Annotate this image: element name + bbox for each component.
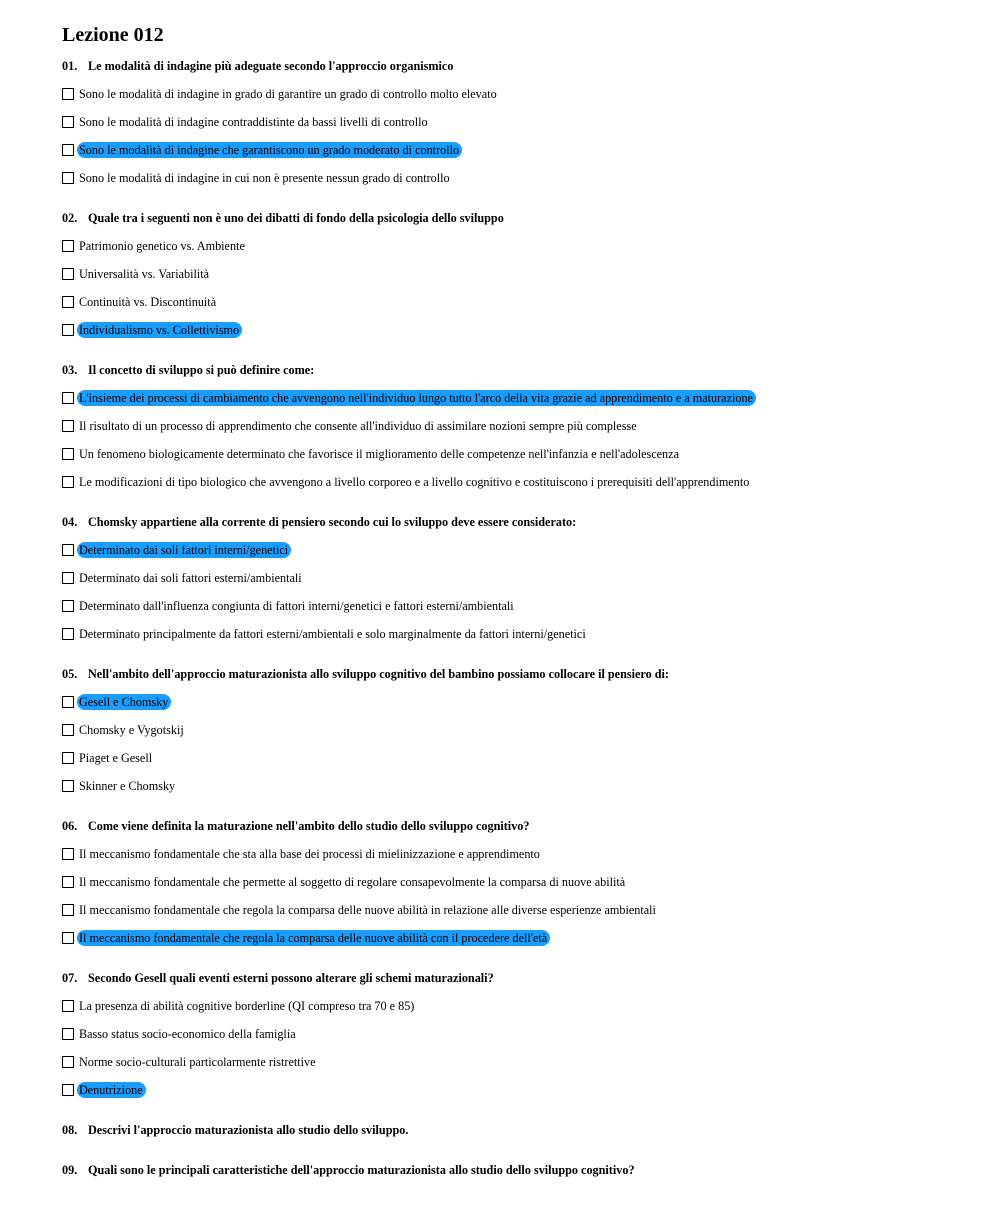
question-block	[62, 818, 962, 946]
answer-checkbox[interactable]	[62, 1056, 74, 1068]
answer-checkbox[interactable]	[62, 696, 74, 708]
answer-checkbox[interactable]	[62, 752, 74, 764]
question-text: Come viene definita la maturazione nell'ambito dello studio dello sviluppo cognitivo?	[88, 819, 530, 833]
answer-checkbox[interactable]	[62, 144, 74, 156]
question-block	[62, 1162, 962, 1178]
question-heading	[62, 970, 962, 986]
question-block	[62, 210, 962, 338]
answer-text: Sono le modalità di indagine contraddistinte da bassi livelli di controllo	[79, 115, 428, 129]
question-number: 08.	[62, 1123, 78, 1137]
questions-list	[62, 58, 962, 1178]
answer-text: Patrimonio genetico vs. Ambiente	[79, 239, 245, 253]
answer-option[interactable]	[62, 238, 962, 254]
question-heading	[62, 666, 962, 682]
answer-text: Il meccanismo fondamentale che sta alla base dei processi di mielinizzazione e apprendimento	[79, 847, 540, 861]
answer-checkbox[interactable]	[62, 448, 74, 460]
answer-text: Chomsky e Vygotskij	[79, 723, 184, 737]
answer-text: Il meccanismo fondamentale che permette al soggetto di regolare consapevolmente la comparsa di nuove abilità	[79, 875, 626, 889]
question-heading	[62, 514, 962, 530]
question-number: 04.	[62, 515, 78, 529]
question-block	[62, 58, 962, 186]
answer-option[interactable]	[62, 322, 962, 338]
answer-checkbox[interactable]	[62, 904, 74, 916]
answer-checkbox[interactable]	[62, 296, 74, 308]
question-text: Secondo Gesell quali eventi esterni possono alterare gli schemi maturazionali?	[88, 971, 494, 985]
answer-option[interactable]	[62, 418, 962, 434]
question-block	[62, 666, 962, 794]
question-number: 05.	[62, 667, 78, 681]
question-block	[62, 970, 962, 1098]
answer-checkbox[interactable]	[62, 476, 74, 488]
answer-option[interactable]	[62, 998, 962, 1014]
answer-option[interactable]	[62, 570, 962, 586]
answer-text: Universalità vs. Variabilità	[79, 267, 210, 281]
answer-text: Determinato dai soli fattori esterni/ambientali	[79, 571, 302, 585]
answer-text: La presenza di abilità cognitive borderline (QI compreso tra 70 e 85)	[79, 999, 415, 1013]
answer-text-highlighted: Gesell e Chomsky	[77, 694, 171, 710]
answer-checkbox[interactable]	[62, 116, 74, 128]
answer-text: Continuità vs. Discontinuità	[79, 295, 217, 309]
lesson-title: Lezione 012	[62, 24, 164, 46]
answer-option[interactable]	[62, 1054, 962, 1070]
question-text: Nell'ambito dell'approccio maturazionista allo sviluppo cognitivo del bambino possiamo collocare il pensiero di:	[88, 667, 669, 681]
answer-checkbox[interactable]	[62, 600, 74, 612]
answer-option[interactable]	[62, 446, 962, 462]
answer-text: Il risultato di un processo di apprendimento che consente all'individuo di assimilare nozioni sempre più complesse	[79, 419, 637, 433]
answer-option[interactable]	[62, 142, 962, 158]
answer-option[interactable]	[62, 750, 962, 766]
question-number: 02.	[62, 211, 78, 225]
answer-text-highlighted: Determinato dai soli fattori interni/genetici	[77, 542, 291, 558]
question-heading	[62, 818, 962, 834]
answer-checkbox[interactable]	[62, 1084, 74, 1096]
answer-option[interactable]	[62, 114, 962, 130]
question-heading	[62, 1162, 962, 1178]
question-text: Quali sono le principali caratteristiche dell'approccio maturazionista allo studio dello sviluppo cognitivo?	[88, 1163, 635, 1177]
answer-text: Skinner e Chomsky	[79, 779, 176, 793]
question-number: 06.	[62, 819, 78, 833]
answer-option[interactable]	[62, 930, 962, 946]
answer-option[interactable]	[62, 474, 962, 490]
question-heading	[62, 362, 962, 378]
answer-option[interactable]	[62, 86, 962, 102]
answer-text: Determinato dall'influenza congiunta di fattori interni/genetici e fattori esterni/ambientali	[79, 599, 514, 613]
answer-checkbox[interactable]	[62, 544, 74, 556]
document-page	[62, 20, 962, 1178]
answer-option[interactable]	[62, 694, 962, 710]
answer-option[interactable]	[62, 1026, 962, 1042]
answer-text: Basso status socio-economico della famiglia	[79, 1027, 296, 1041]
answer-text-highlighted: L'insieme dei processi di cambiamento che avvengono nell'individuo lungo tutto l'arco della vita grazie ad apprendimento e a maturazione	[77, 390, 756, 406]
answer-checkbox[interactable]	[62, 88, 74, 100]
answer-checkbox[interactable]	[62, 392, 74, 404]
answer-text: Sono le modalità di indagine in cui non è presente nessun grado di controllo	[79, 171, 450, 185]
question-number: 09.	[62, 1163, 78, 1177]
answer-checkbox[interactable]	[62, 172, 74, 184]
question-text: Il concetto di sviluppo si può definire come:	[88, 363, 315, 377]
answer-checkbox[interactable]	[62, 420, 74, 432]
question-block	[62, 514, 962, 642]
answer-checkbox[interactable]	[62, 1028, 74, 1040]
answer-option[interactable]	[62, 170, 962, 186]
question-number: 03.	[62, 363, 78, 377]
question-text: Le modalità di indagine più adeguate secondo l'approccio organismico	[88, 59, 454, 73]
answer-option[interactable]	[62, 902, 962, 918]
answer-checkbox[interactable]	[62, 876, 74, 888]
answer-checkbox[interactable]	[62, 324, 74, 336]
answer-text: Sono le modalità di indagine in grado di garantire un grado di controllo molto elevato	[79, 87, 497, 101]
question-block	[62, 1122, 962, 1138]
answer-checkbox[interactable]	[62, 780, 74, 792]
answer-text: Il meccanismo fondamentale che regola la comparsa delle nuove abilità in relazione alle diverse esperienze ambientali	[79, 903, 656, 917]
answer-option[interactable]	[62, 626, 962, 642]
question-number: 07.	[62, 971, 78, 985]
question-text: Descrivi l'approccio maturazionista allo studio dello sviluppo.	[88, 1123, 409, 1137]
answer-option[interactable]	[62, 294, 962, 310]
answer-checkbox[interactable]	[62, 268, 74, 280]
answer-text: Un fenomeno biologicamente determinato che favorisce il miglioramento delle competenze nell'infanzia e nell'adolescenza	[79, 447, 679, 461]
answer-checkbox[interactable]	[62, 628, 74, 640]
answer-checkbox[interactable]	[62, 932, 74, 944]
question-heading	[62, 210, 962, 226]
answer-checkbox[interactable]	[62, 572, 74, 584]
answer-option[interactable]	[62, 542, 962, 558]
answer-option[interactable]	[62, 1082, 962, 1098]
question-text: Quale tra i seguenti non è uno dei dibatti di fondo della psicologia dello sviluppo	[88, 211, 504, 225]
answer-text-highlighted: Sono le modalità di indagine che garantiscono un grado moderato di controllo	[77, 142, 462, 158]
answer-checkbox[interactable]	[62, 848, 74, 860]
question-text: Chomsky appartiene alla corrente di pensiero secondo cui lo sviluppo deve essere considerato:	[88, 515, 577, 529]
question-block	[62, 362, 962, 490]
answer-checkbox[interactable]	[62, 240, 74, 252]
question-heading	[62, 58, 962, 74]
answer-option[interactable]	[62, 390, 962, 406]
answer-text-highlighted: Il meccanismo fondamentale che regola la comparsa delle nuove abilità con il procedere dell'età	[77, 930, 550, 946]
answer-checkbox[interactable]	[62, 724, 74, 736]
answer-option[interactable]	[62, 846, 962, 862]
answer-option[interactable]	[62, 778, 962, 794]
answer-checkbox[interactable]	[62, 1000, 74, 1012]
question-heading	[62, 1122, 962, 1138]
answer-text: Piaget e Gesell	[79, 751, 153, 765]
answer-option[interactable]	[62, 598, 962, 614]
answer-text: Le modificazioni di tipo biologico che avvengono a livello corporeo e a livello cognitivo e costituiscono i prerequisiti dell'apprendimento	[79, 475, 750, 489]
answer-text: Norme socio-culturali particolarmente ristrettive	[79, 1055, 316, 1069]
answer-option[interactable]	[62, 874, 962, 890]
answer-option[interactable]	[62, 266, 962, 282]
answer-text: Determinato principalmente da fattori esterni/ambientali e solo marginalmente da fattori interni/genetici	[79, 627, 586, 641]
answer-text-highlighted: Individualismo vs. Collettivismo	[77, 322, 242, 338]
question-number: 01.	[62, 59, 78, 73]
answer-option[interactable]	[62, 722, 962, 738]
answer-text-highlighted: Denutrizione	[77, 1082, 146, 1098]
